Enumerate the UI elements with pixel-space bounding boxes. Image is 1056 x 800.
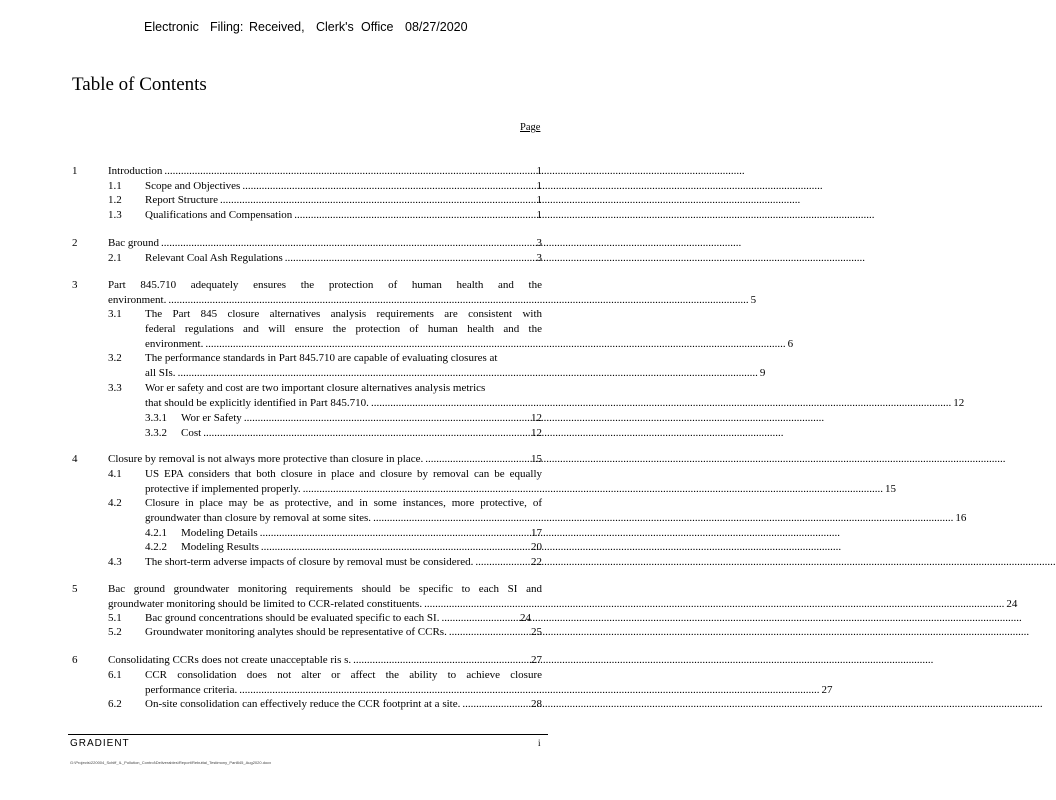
header-office: Office [361, 20, 394, 34]
file-path: G:\Projects\220004_Schiff_IL_Pollution_Control\Deliverables\Report\Rebuttal_Testimony_Part845_Aug2020.docx [70, 760, 272, 765]
header-clerks: Clerk's [316, 20, 354, 34]
dot-leader [303, 483, 883, 495]
dot-leader [242, 179, 534, 194]
header-filing: Filing: [210, 20, 244, 34]
toc-entry-worker-safety-cost[interactable] [145, 381, 965, 411]
entry-page: 15 [884, 483, 896, 495]
section-number: 6 [72, 654, 78, 666]
entry-page: 25 [531, 626, 542, 638]
entry-title: Qualifications and Compensation [145, 209, 293, 221]
entry-title: Modeling Results [181, 541, 259, 553]
dot-leader [239, 684, 819, 696]
subsection-number: 1.1 [108, 180, 122, 192]
entry-page: 24 [520, 612, 531, 624]
toc-entry-onsite-consolidation[interactable] [145, 697, 542, 712]
toc-entry-closure-in-place[interactable] [145, 496, 967, 526]
subsection-number: 1.2 [108, 194, 122, 206]
entry-title: Bac ground [108, 237, 160, 249]
dot-leader [164, 164, 534, 179]
section-number: 3 [72, 279, 78, 291]
entry-title: Scope and Objectives [145, 180, 241, 192]
entry-title: Groundwater monitoring analytes should be representative of CCRs. [145, 626, 447, 638]
dot-leader [424, 598, 1004, 610]
entry-title-line-1: Bac ground groundwater monitoring requirements should be specific to each SI and [108, 583, 542, 595]
subsubsection-number: 3.3.2 [145, 427, 167, 439]
toc-entry-performance-standards[interactable] [145, 351, 766, 381]
entry-title-line-2: performance criteria. [145, 684, 238, 696]
entry-page: 3 [536, 252, 542, 264]
toc-entry-background[interactable] [108, 236, 542, 251]
toc-entry-modeling-results[interactable] [181, 540, 542, 555]
entry-title-line-2: all SIs. [145, 367, 176, 379]
filing-header [0, 20, 618, 36]
toc-entry-introduction[interactable] [108, 164, 542, 179]
entry-page: 20 [531, 541, 542, 553]
toc-entry-short-term-impacts[interactable] [145, 555, 542, 570]
subsection-number: 3.2 [108, 352, 122, 364]
subsection-number: 2.1 [108, 252, 122, 264]
entry-title-line-2: that should be explicitly identified in Part 845.710. [145, 397, 369, 409]
entry-title: Relevant Coal Ash Regulations [145, 252, 283, 264]
dot-leader [168, 294, 748, 306]
toc-entry-qualifications[interactable] [145, 208, 542, 223]
subsubsection-number: 3.3.1 [145, 412, 167, 424]
subsection-number: 5.2 [108, 626, 122, 638]
toc-entry-consolidating-ccrs[interactable] [108, 653, 542, 668]
entry-title-line-1: The performance standards in Part 845.710 are capable of evaluating closures at [145, 352, 498, 364]
entry-page: 3 [536, 237, 542, 249]
entry-page: 1 [536, 180, 542, 192]
dot-leader [475, 555, 529, 570]
entry-page: 12 [531, 412, 542, 424]
entry-title: Wor er Safety [181, 412, 242, 424]
toc-entry-groundwater-monitoring[interactable] [108, 582, 1018, 612]
entry-page: 6 [787, 338, 794, 350]
header-electronic: Electronic [144, 20, 199, 34]
section-number: 2 [72, 237, 78, 249]
entry-title-line-1: CCR consolidation does not alter or affect the ability to achieve closure [145, 669, 542, 681]
entry-page: 16 [955, 512, 967, 524]
toc-entry-coal-ash-regulations[interactable] [145, 251, 542, 266]
subsection-number: 3.1 [108, 308, 122, 320]
entry-page: 17 [531, 527, 542, 539]
company-logo: GRADIENT [70, 738, 130, 749]
dot-leader [161, 236, 534, 251]
entry-title-line-1: US EPA considers that both closure in place and closure by removal can be equally [145, 468, 542, 480]
footer-divider [68, 734, 548, 735]
entry-title: Introduction [108, 165, 163, 177]
subsection-number: 6.2 [108, 698, 122, 710]
entry-page: 9 [759, 367, 766, 379]
entry-title-line-1: Closure in place may be as protective, and in some instances, more protective, of [145, 497, 542, 509]
entry-title: Modeling Details [181, 527, 258, 539]
dot-leader [449, 625, 529, 640]
subsection-number: 4.1 [108, 468, 122, 480]
dot-leader [178, 367, 758, 379]
page-column-label: Page [520, 122, 541, 133]
entry-title-line-3: environment. [145, 338, 204, 350]
subsubsection-number: 4.2.2 [145, 541, 167, 553]
dot-leader [261, 540, 529, 555]
dot-leader [353, 653, 529, 668]
dot-leader [373, 512, 953, 524]
subsubsection-number: 4.2.1 [145, 527, 167, 539]
dot-leader [205, 338, 785, 350]
page-number: i [538, 738, 541, 748]
dot-leader [441, 611, 518, 626]
toc-entry-us-epa[interactable] [145, 467, 896, 497]
entry-title-line-2: groundwater monitoring should be limited to CCR-related constituents. [108, 598, 423, 610]
toc-entry-closure-by-removal[interactable] [108, 452, 542, 467]
entry-title-line-2: federal regulations and will ensure the protection of human health and the [145, 323, 542, 335]
section-number: 1 [72, 165, 78, 177]
subsection-number: 5.1 [108, 612, 122, 624]
toc-entry-closure-alternatives[interactable] [145, 307, 794, 352]
entry-title-line-2: groundwater than closure by removal at some sites. [145, 512, 372, 524]
toc-entry-background-concentrations[interactable] [145, 611, 531, 626]
entry-title: The short-term adverse impacts of closure by removal must be considered. [145, 556, 474, 568]
entry-title-line-1: Wor er safety and cost are two important closure alternatives analysis metrics [145, 382, 486, 394]
entry-page: 5 [750, 294, 757, 306]
entry-page: 28 [531, 698, 542, 710]
entry-title: Report Structure [145, 194, 219, 206]
entry-title-line-1: The Part 845 closure alternatives analysis requirements are consistent with [145, 308, 542, 320]
entry-title: Cost [181, 427, 202, 439]
dot-leader [285, 251, 535, 266]
entry-title-line-2: environment. [108, 294, 167, 306]
subsection-number: 4.2 [108, 497, 122, 509]
entry-page: 27 [821, 684, 833, 696]
subsection-number: 3.3 [108, 382, 122, 394]
toc-entry-ccr-consolidation[interactable] [145, 668, 833, 698]
toc-entry-cost[interactable] [181, 426, 542, 441]
entry-page: 24 [1006, 598, 1018, 610]
entry-page: 1 [536, 165, 542, 177]
entry-page: 12 [953, 397, 965, 409]
subsection-number: 6.1 [108, 669, 122, 681]
entry-title: Bac ground concentrations should be evaluated specific to each SI. [145, 612, 440, 624]
entry-page: 15 [531, 453, 542, 465]
subsection-number: 4.3 [108, 556, 122, 568]
entry-page: 12 [531, 427, 542, 439]
entry-page: 22 [531, 556, 542, 568]
subsection-number: 1.3 [108, 209, 122, 221]
entry-title: On-site consolidation can effectively reduce the CCR footprint at a site. [145, 698, 461, 710]
toc-entry-monitoring-analytes[interactable] [145, 625, 542, 640]
toc-entry-scope[interactable] [145, 179, 542, 194]
dot-leader [220, 193, 534, 208]
dot-leader [371, 397, 951, 409]
dot-leader [203, 426, 529, 441]
page-title: Table of Contents [72, 74, 207, 95]
entry-title-line-1: Part 845.710 adequately ensures the protection of human health and the [108, 279, 542, 291]
entry-page: 1 [536, 194, 542, 206]
dot-leader [294, 208, 534, 223]
toc-entry-report-structure[interactable] [145, 193, 542, 208]
entry-title-line-2: protective if implemented properly. [145, 483, 301, 495]
toc-entry-part-845-710[interactable] [108, 278, 757, 308]
entry-title: Closure by removal is not always more protective than closure in place. [108, 453, 424, 465]
dot-leader [462, 697, 529, 712]
header-date: 08/27/2020 [405, 20, 468, 34]
toc-entry-worker-safety[interactable] [181, 411, 542, 426]
dot-leader [260, 526, 529, 541]
toc-entry-modeling-details[interactable] [181, 526, 542, 541]
entry-page: 1 [536, 209, 542, 221]
entry-title: Consolidating CCRs does not create unacceptable ris s. [108, 654, 352, 666]
entry-page: 27 [531, 654, 542, 666]
dot-leader [244, 411, 529, 426]
header-received: Received, [249, 20, 305, 34]
section-number: 5 [72, 583, 78, 595]
section-number: 4 [72, 453, 78, 465]
dot-leader [425, 452, 529, 467]
